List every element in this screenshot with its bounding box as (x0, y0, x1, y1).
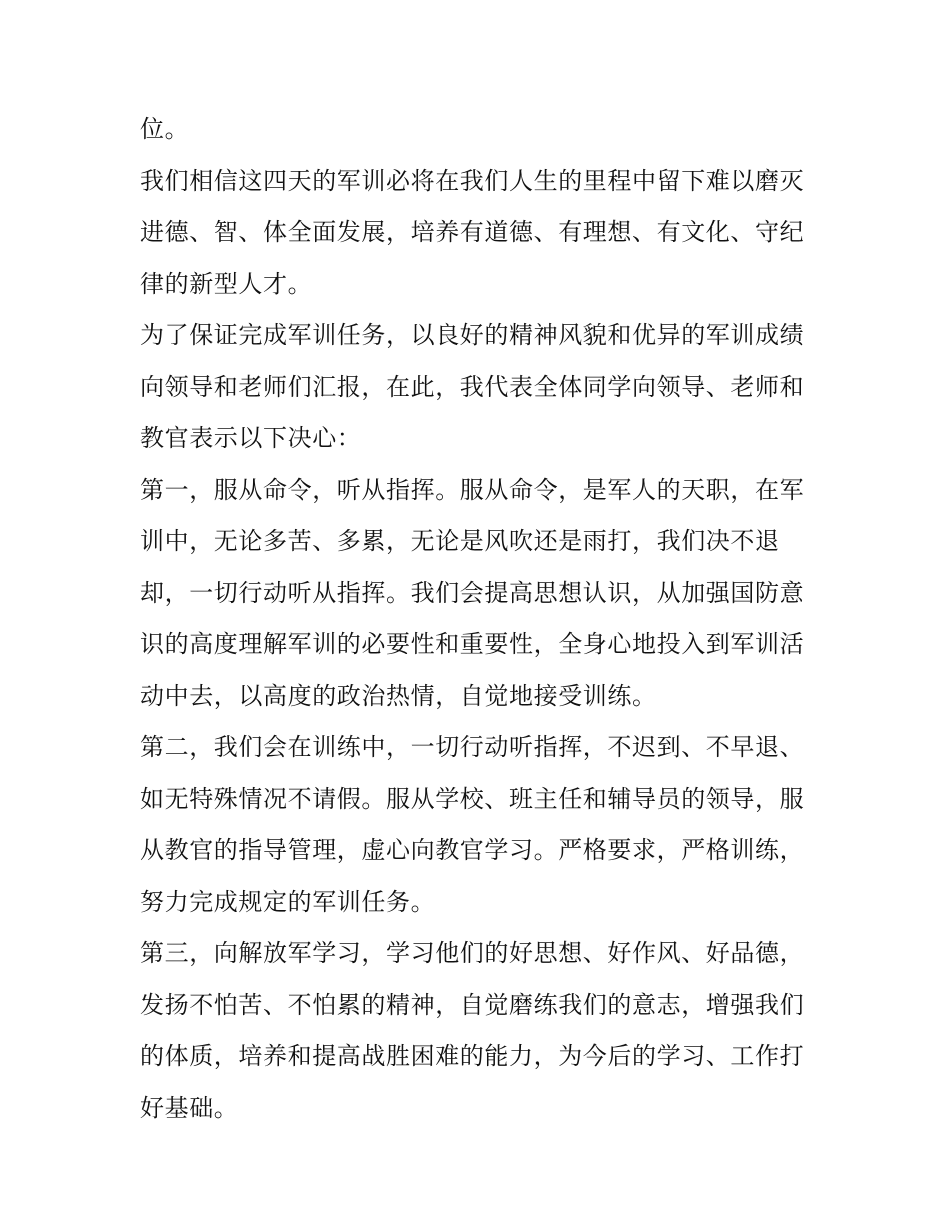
text-line: 第二，我们会在训练中，一切行动听指挥，不迟到、不早退、 (140, 733, 805, 761)
text-line: 第一，服从命令，听从指挥。服从命令，是军人的天职，在军 (140, 475, 805, 504)
text-line: 律的新型人才。 (140, 269, 313, 298)
text-line: 识的高度理解军训的必要性和重要性，全身心地投入到军训活 (140, 630, 805, 658)
text-line: 教官表示以下决心： (140, 424, 362, 452)
text-line: 动中去，以高度的政治热情，自觉地接受训练。 (140, 681, 657, 710)
text-line: 进德、智、体全面发展，培养有道德、有理想、有文化、守纪 (140, 218, 805, 246)
text-line: 从教官的指导管理，虚心向教官学习。严格要求，严格训练， (140, 836, 805, 864)
text-line: 第三，向解放军学习，学习他们的好思想、好作风、好品德， (140, 939, 805, 967)
text-line: 为了保证完成军训任务，以良好的精神风貌和优异的军训成绩 (140, 321, 805, 349)
text-line: 我们相信这四天的军训必将在我们人生的里程中留下难以磨灭 (140, 166, 805, 195)
text-line: 向领导和老师们汇报，在此，我代表全体同学向领导、老师和 (140, 372, 805, 401)
text-line: 位。 (140, 115, 190, 143)
text-line: 好基础。 (140, 1093, 239, 1122)
text-line: 努力完成规定的军训任务。 (140, 887, 436, 916)
document-body (140, 104, 820, 1134)
text-line: 训中，无论多苦、多累，无论是风吹还是雨打，我们决不退 (140, 527, 780, 555)
text-line: 却，一切行动听从指挥。我们会提高思想认识，从加强国防意 (140, 578, 805, 607)
text-line: 发扬不怕苦、不怕累的精神，自觉磨练我们的意志，增强我们 (140, 990, 805, 1019)
text-line: 的体质，培养和提高战胜困难的能力，为今后的学习、工作打 (140, 1042, 805, 1070)
text-line: 如无特殊情况不请假。服从学校、班主任和辅导员的领导，服 (140, 784, 805, 813)
